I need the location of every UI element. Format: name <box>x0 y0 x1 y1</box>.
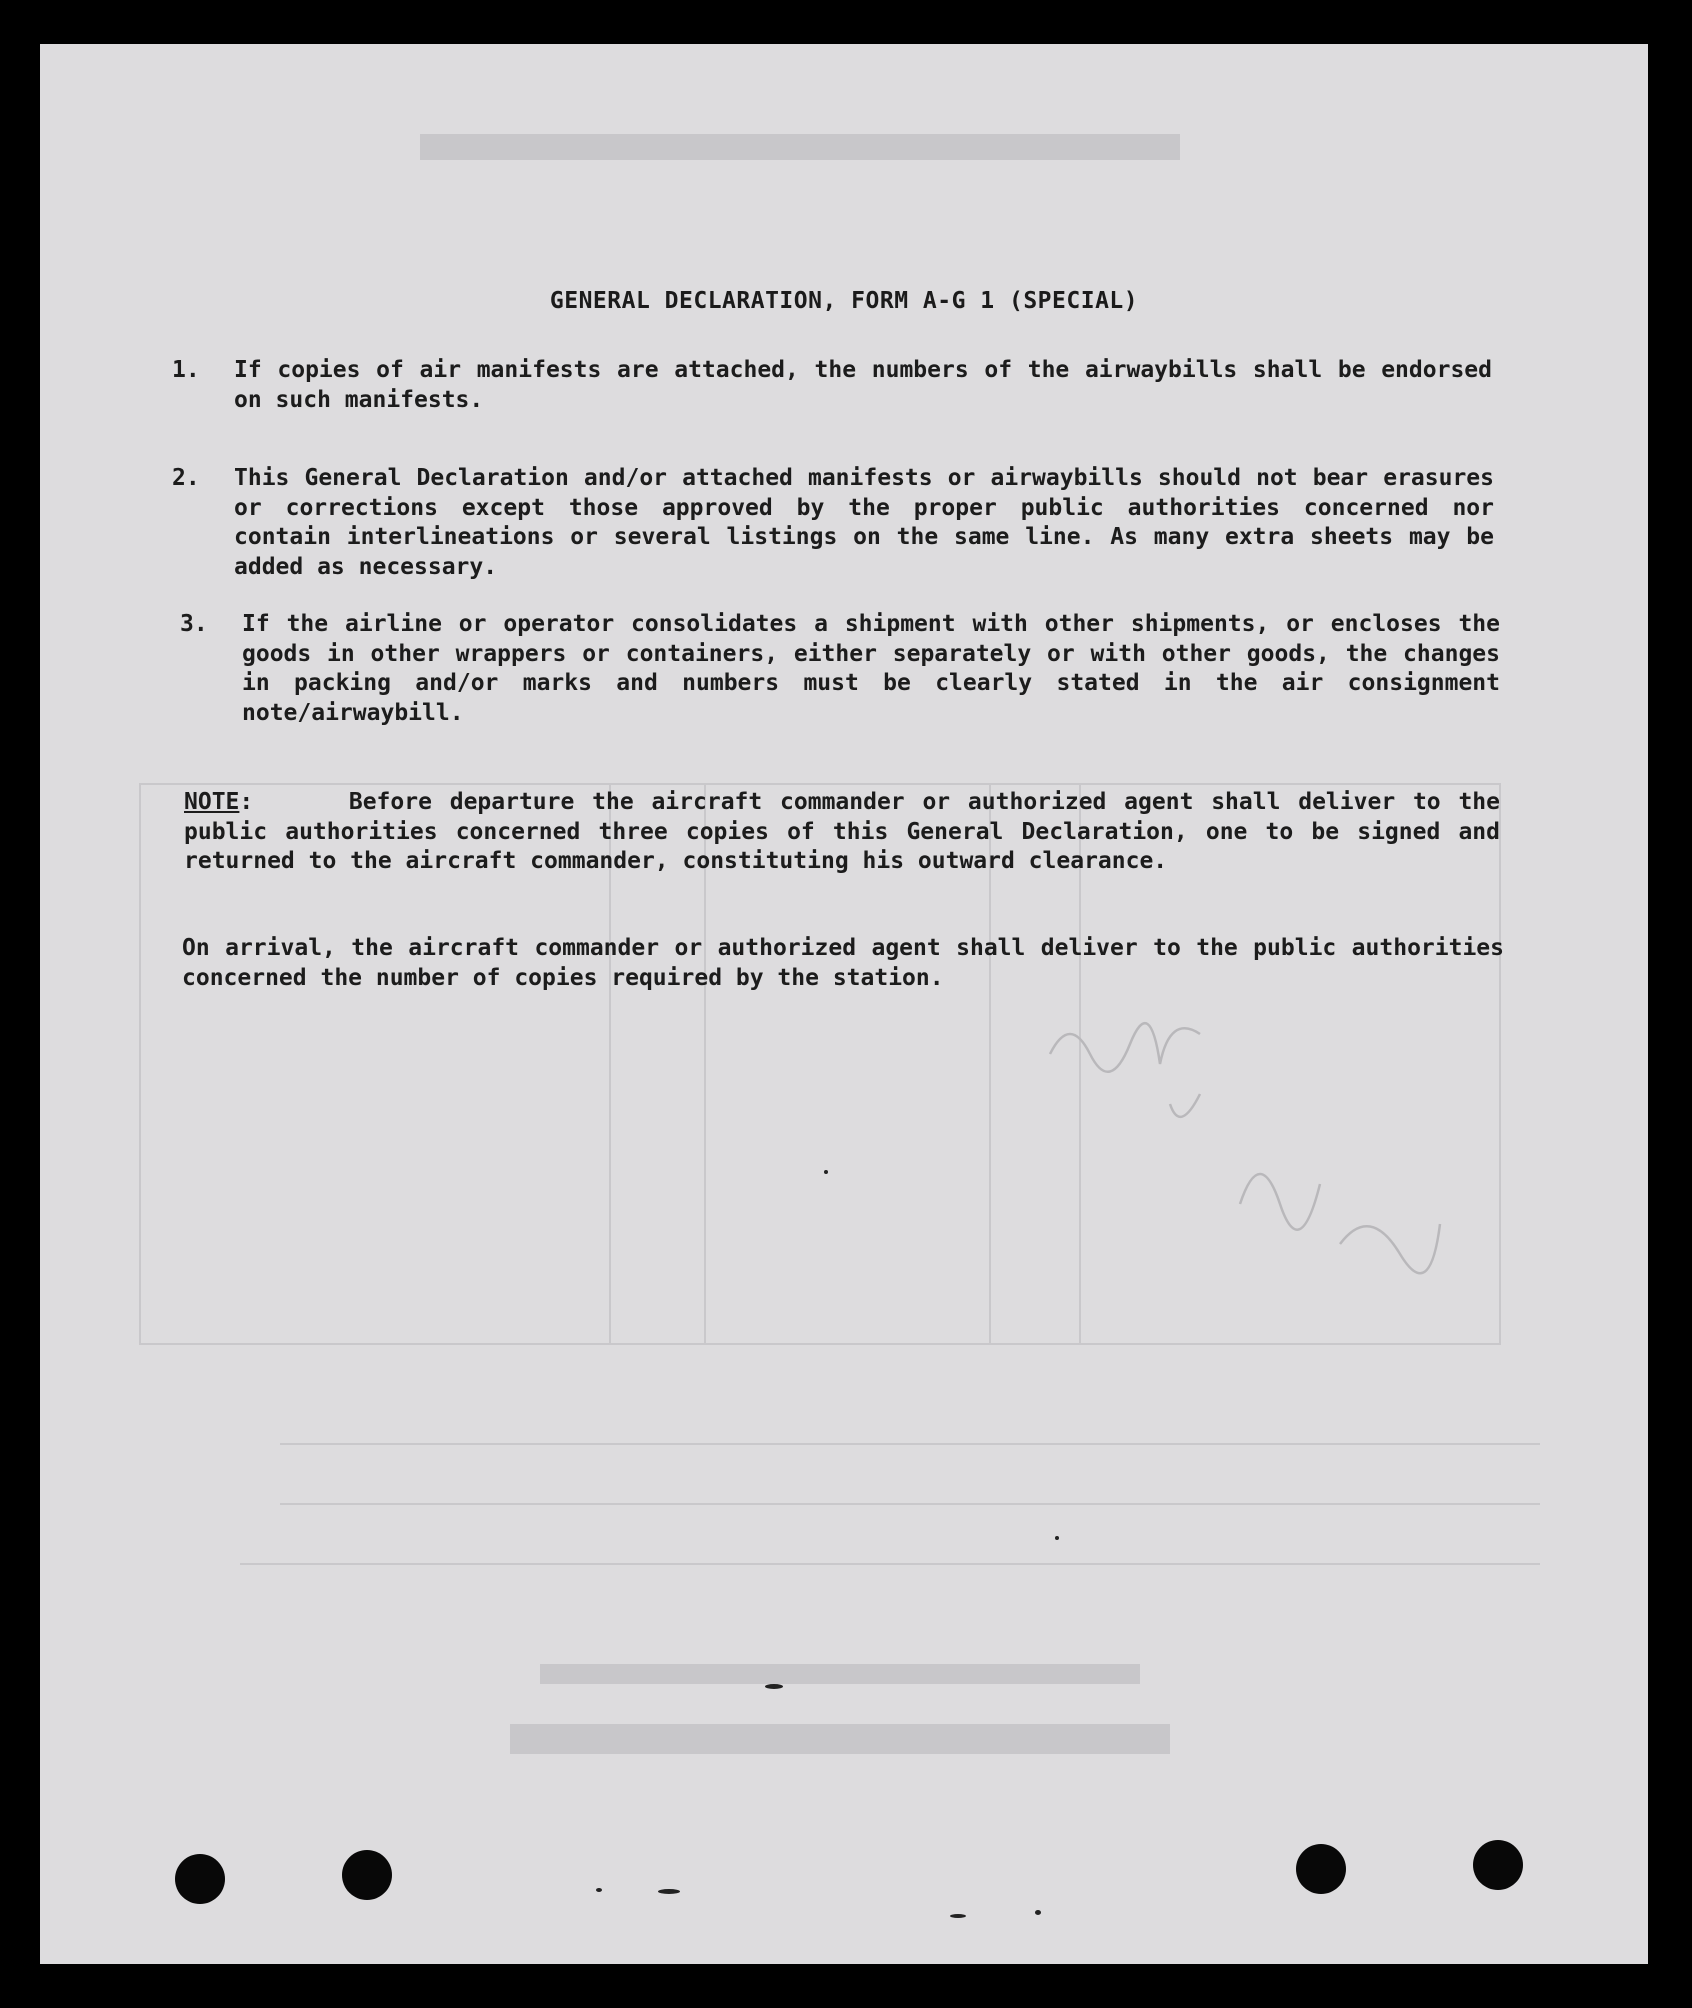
speck <box>1035 1910 1041 1915</box>
list-item-text: If copies of air manifests are attached, the numbers of the airwaybills shall be endorsed on such manifests. <box>234 357 1492 413</box>
punch-hole <box>1296 1844 1346 1894</box>
speck <box>765 1684 783 1689</box>
speck <box>658 1889 680 1894</box>
note-label: NOTE <box>184 789 240 815</box>
punch-hole <box>175 1854 225 1904</box>
page-title: GENERAL DECLARATION, FORM A-G 1 (SPECIAL) <box>549 288 1139 314</box>
list-item-text: This General Declaration and/or attached manifests or airwaybills should not bear erasures or corrections except those approved by the proper public authorities concerned nor contain interlineations or several listings on the same line. As many extra sheets may be added as necessary. <box>234 465 1494 580</box>
note-text: Before departure the aircraft commander or authorized agent shall deliver to the public authorities concerned three copies of this General Declaration, one to be signed and returned to the aircraft commander, constituting his outward clearance. <box>184 789 1500 874</box>
punch-hole <box>342 1850 392 1900</box>
speck <box>596 1888 602 1892</box>
list-item-1 <box>172 356 1492 418</box>
list-item-2 <box>172 464 1494 586</box>
list-item-text: If the airline or operator consolidates a shipment with other shipments, or encloses the goods in other wrappers or containers, either separately or with other goods, the changes in packing and/or marks and numbers must be clearly stated in the air consignment note/airwaybill. <box>242 611 1500 726</box>
punch-hole <box>1473 1840 1523 1890</box>
document-page <box>40 44 1648 1964</box>
note-paragraph <box>184 788 1500 877</box>
list-item-3 <box>180 610 1500 732</box>
speck <box>950 1914 966 1918</box>
list-item-number: 1. <box>172 357 200 383</box>
list-item-number: 2. <box>172 465 200 491</box>
speck <box>1055 1536 1059 1540</box>
note-label-suffix: : <box>239 789 254 815</box>
show-through-marks <box>40 44 1648 1964</box>
speck <box>824 1170 828 1174</box>
list-item-number: 3. <box>180 611 208 637</box>
arrival-paragraph: On arrival, the aircraft commander or authorized agent shall deliver to the public authorities concerned the number of copies required by the station. <box>182 935 1504 991</box>
